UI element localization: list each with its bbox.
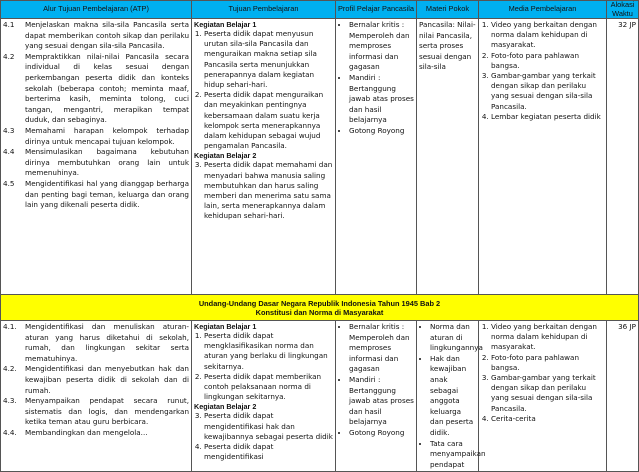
header-row [1, 1, 639, 19]
atp-text: Menjelaskan makna sila-sila Pancasila serta dapat memberikan contoh sikap dan perilaku yang sesuai dengan sila-sila Pancasila. [25, 20, 189, 51]
materi-text: Pancasila: Nilai-nilai Pancasila, serta proses sesuai dengan sila-sila [419, 20, 476, 72]
atp-item [3, 179, 189, 211]
atp-number: 4.3 [3, 125, 15, 135]
atp-number: 4.1. [3, 322, 17, 331]
atp-item [3, 126, 189, 147]
materi-item: • Tata cara menyampaikan pendapat [430, 439, 476, 471]
media-cell [479, 19, 607, 295]
header-alokasi: Alokasi Waktu [607, 1, 639, 19]
chapter-title-line-1: Undang-Undang Dasar Negara Republik Indonesia Tahun 1945 Bab 2 [198, 298, 441, 308]
atp-item [3, 428, 189, 439]
objective-item: 1. Peserta didik dapat mengklasifikasikan norma dan aturan yang berlaku di lingkungan sekitarnya. [204, 331, 333, 372]
objective-item: 3. Peserta didik dapat mengidentifikasi hak dan kewajibannya sebagai peserta didik [204, 411, 333, 442]
objective-item: 4. Peserta didik dapat mengidentifikasi [204, 442, 333, 462]
objective-item: 1. Peserta didik dapat menyusun urutan sila-sila Pancasila dan menguraikan makna setiap sila Pancasila serta menunjukkan penerapannya dalam kegiatan hidup sehari-hari. [204, 29, 333, 90]
atp-number: 4.2 [3, 51, 15, 61]
atp-text: Mengidentifikasi dan menuliskan aturan- aturan yang harus diketahui di sekolah, rumah, dan lingkungan sekitar serta mematuhinya. [25, 322, 189, 363]
profile-item: • Mandiri : Bertanggung jawab atas proses dan hasil belajarnya [349, 375, 414, 428]
objective-item: 3. Peserta didik dapat memahami dan menyadari bahwa manusia saling membutuhkan dan harus saling memberi dan menerima satu sama lain, serta menerapkannya dalam kehidupan sehari-hari. [204, 160, 333, 221]
chapter-title [1, 295, 639, 321]
media-item: 4. Lembar kegiatan peserta didik [491, 112, 604, 122]
chapter-title-line-2: Konstitusi dan Norma di Masyarakat [255, 307, 384, 317]
kb1-title: Kegiatan Belajar 1 [194, 20, 257, 29]
atp-number: 4.3. [3, 396, 17, 406]
content-row-1 [1, 19, 639, 295]
atp-cell [1, 321, 192, 472]
atp-text: Menyampaikan pendapat secara runut, sistematis dan logis, dan mendengarkan ketika teman atau guru berbicara. [25, 396, 189, 427]
kb1-title: Kegiatan Belajar 1 [194, 322, 257, 331]
atp-number: 4.2. [3, 364, 17, 374]
atp-text: Mensimulasikan bagaimana kebutuhan dirinya membutuhkan orang lain untuk memenuhinya. [25, 147, 189, 178]
atp-item [3, 364, 189, 396]
atp-item [3, 52, 189, 126]
header-materi: Materi Pokok [417, 1, 479, 19]
materi-item: • Hak dan kewajiban anak sebagai anggota keluarga dan peserta didik. [430, 354, 476, 439]
profile-item: • Bernalar kritis : Memperoleh dan memproses informasi dan gagasan [349, 20, 414, 73]
chapter-banner [1, 295, 639, 321]
media-item: 3. Gambar-gambar yang terkait dengan sikap dan perilaku yang sesuai dengan sila-sila Pancasila. [491, 373, 604, 414]
profil-cell [336, 321, 417, 472]
atp-number: 4.1 [3, 20, 15, 29]
media-item: 2. Foto-foto para pahlawan bangsa. [491, 51, 604, 71]
media-item: 1. Video yang berkaitan dengan norma dalam kehidupan di masyarakat. [491, 20, 604, 51]
media-item: 3. Gambar-gambar yang terkait dengan sikap dan perilaku yang sesuai dengan sila-sila Pancasila. [491, 71, 604, 112]
atp-item [3, 147, 189, 179]
atp-item [3, 322, 189, 364]
atp-text: Mempraktikkan nilai-nilai Pancasila secara individual di kelas sesuai dengan perkembangan peserta didik dan konteks sekolah (beberapa contoh; meminta maaf, berterima kasih, meminta tolong, cuci tangan, mengantri, merapikan tempat duduk, dan sebaginya. [25, 51, 189, 125]
profile-item: • Gotong Royong [349, 428, 414, 439]
atp-item [3, 396, 189, 428]
materi-item: • Norma dan aturan di lingkungannya [430, 322, 476, 354]
profile-item: • Mandiri : Bertanggung jawab atas proses dan hasil belajarnya [349, 73, 414, 126]
header-tujuan: Tujuan Pembelajaran [192, 1, 336, 19]
header-profil: Profil Pelajar Pancasila [336, 1, 417, 19]
tujuan-cell [192, 321, 336, 472]
materi-cell [417, 321, 486, 472]
alokasi-cell: 32 JP [607, 19, 639, 295]
atp-text: Membandingkan dan mengelola... [25, 427, 148, 437]
materi-cell [417, 19, 479, 295]
atp-item [3, 20, 189, 52]
atp-number: 4.4 [3, 147, 15, 157]
atp-text: Mengidentifikasi dan menyebutkan hak dan kewajiban peserta didik di sekolah dan di rumah. [25, 364, 189, 395]
atp-number: 4.5 [3, 178, 15, 188]
kb2-title: Kegiatan Belajar 2 [194, 151, 257, 161]
atp-text: Memahami harapan kelompok terhadap dirinya untuk mencapai tujuan kelompok. [25, 125, 189, 146]
alokasi-cell: 36 JP [607, 321, 639, 472]
objective-item: 2. Peserta didik dapat menguraikan dan meyakinkan pentingnya kebersamaan dalam suatu kerja kelompok serta menerapkannya dalam kehidupan sebagai wujud pengamalan Pancasila. [204, 90, 333, 151]
atp-cell [1, 19, 192, 295]
header-atp: Alur Tujuan Pembelajaran (ATP) [1, 1, 192, 19]
profile-item: • Bernalar kritis : Memperoleh dan memproses informasi dan gagasan [349, 322, 414, 375]
tujuan-cell [192, 19, 336, 295]
profile-item: • Gotong Royong [349, 126, 414, 137]
objective-item: 2. Peserta didik dapat memberikan contoh pelaksanaan norma di lingkungan sekitarnya. [204, 372, 333, 403]
media-cell [479, 321, 607, 472]
header-media: Media Pembelajaran [479, 1, 607, 19]
atp-text: Mengidentifikasi hal yang dianggap berharga dan penting bagi teman, keluarga dan orang lain yang dikenali peserta didik. [25, 178, 189, 210]
kb2-title: Kegiatan Belajar 2 [194, 402, 257, 412]
content-row-2 [1, 321, 639, 472]
media-item: 1. Video yang berkaitan dengan norma dalam kehidupan di masyarakat. [491, 322, 604, 353]
profil-cell [336, 19, 417, 295]
media-item: 4. Cerita-cerita [491, 414, 604, 424]
atp-number: 4.4. [3, 427, 17, 437]
media-item: 2. Foto-foto para pahlawan bangsa. [491, 353, 604, 373]
